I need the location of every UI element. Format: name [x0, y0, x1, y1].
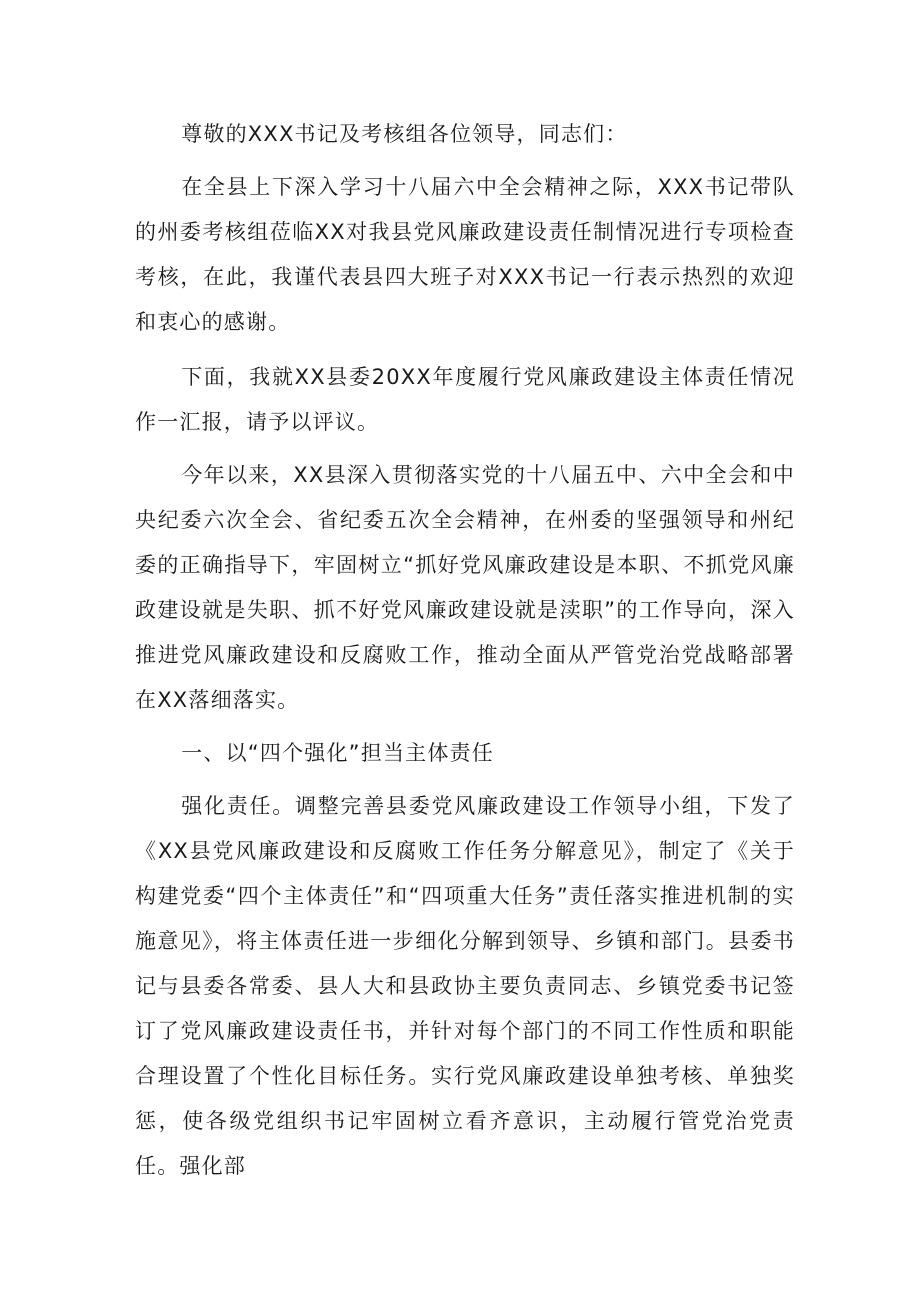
intro-paragraph: 在全县上下深入学习十八届六中全会精神之际，XXX书记带队的州委考核组莅临XX对我县党风廉政建设责任制情况进行专项检查考核，在此，我谨代表县四大班子对XXX书记一行表示热烈的欢迎和衷心的感谢。 [135, 175, 795, 334]
greeting-line: 尊敬的XXX书记及考核组各位领导，同志们： [181, 122, 628, 146]
report-paragraph: 下面，我就XX县委20XX年度履行党风廉政建设主体责任情况作一汇报，请予以评议。 [135, 365, 795, 434]
section-paragraph: 强化责任。调整完善县委党风廉政建设工作领导小组，下发了《XX县党风廉政建设和反腐败工作任务分解意见》，制定了《关于构建党委“四个主体责任”和“四项重大任务”责任落实推进机制的实施意见》，将主体责任进一步细化分解到领导、乡镇和部门。县委书记与县委各常委、县人大和县政协主要负责同志、乡镇党委书记签订了党风廉政建设责任书，并针对每个部门的不同工作性质和职能合理设置了个性化目标任务。实行党风廉政建设单独考核、单独奖惩，使各级党组织书记牢固树立看齐意识，主动履行管党治党责任。强化部 [135, 794, 795, 1178]
section-heading: 一、以“四个强化”担当主体责任 [181, 741, 494, 765]
document-body [135, 112, 795, 1189]
overview-paragraph: 今年以来，XX县深入贯彻落实党的十八届五中、六中全会和中央纪委六次全会、省纪委五次全会精神，在州委的坚强领导和州纪委的正确指导下，牢固树立“抓好党风廉政建设是本职、不抓党风廉政建设就是失职、抓不好党风廉政建设就是渎职”的工作导向，深入推进党风廉政建设和反腐败工作，推动全面从严管党治党战略部署在XX落细落实。 [135, 463, 795, 712]
